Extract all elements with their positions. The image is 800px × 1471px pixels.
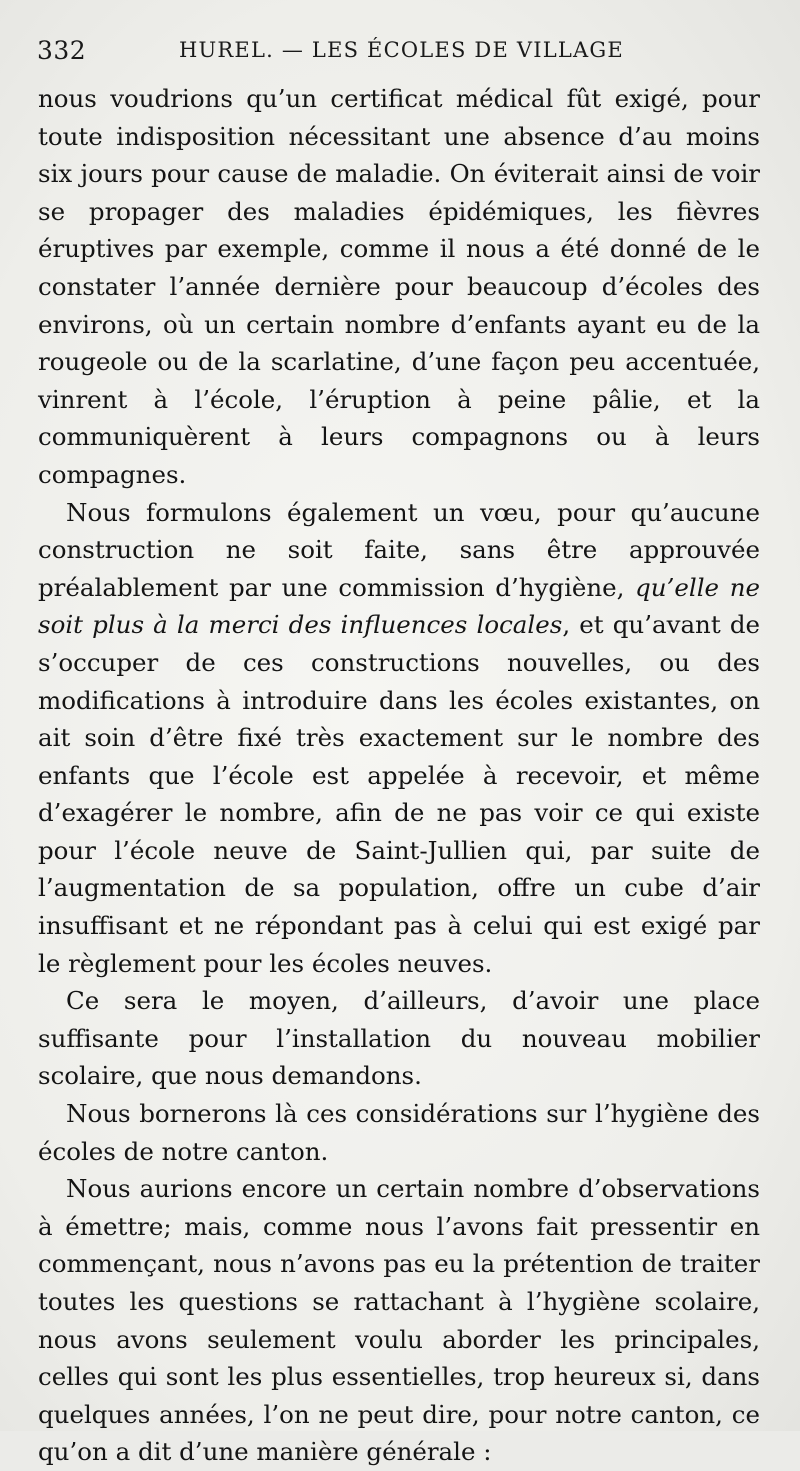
paragraph-5: Nous aurions encore un certain nombre d’observations à émettre; mais, comme nous l’avons fait pressentir en commençant, nous n’avons pas eu la prétention de traiter toutes les questions se rattachant à l’hygiène scolaire, nous avons seulement voulu aborder les principales, celles qui sont les plus essentielles, trop heureux si, dans quelques années, l’on ne peut dire, pour notre canton, ce qu’on a dit d’une manière générale :: [38, 1174, 760, 1467]
paragraph-4: Nous bornerons là ces considérations sur l’hygiène des écoles de notre canton.: [38, 1099, 760, 1166]
paragraph-2: [38, 494, 760, 983]
paragraph-2-text-after: , et qu’avant de s’occuper de ces constructions nouvelles, ou des modifications à introduire dans les écoles existantes, on ait soin d’être fixé très exactement sur le nombre des enfants que l’école est appelée à recevoir, et même d’exagérer le nombre, afin de ne pas voir ce qui existe pour l’école neuve de Saint-Jullien qui, par suite de l’augmentation de sa population, offre un cube d’air insuffisant et ne répondant pas à celui qui est exigé par le règlement pour les écoles neuves.: [38, 610, 761, 978]
page-header: [37, 36, 757, 68]
body-text: [38, 80, 760, 1471]
paragraph-1: nous voudrions qu’un certificat médical fût exigé, pour toute indisposition nécessitant une absence d’au moins six jours pour cause de maladie. On éviterait ainsi de voir se propager des maladies épidémiques, les fièvres éruptives par exemple, comme il nous a été donné de le constater l’année dernière pour beaucoup d’écoles des environs, où un certain nombre d’enfants ayant eu de la rougeole ou de la scarlatine, d’une façon peu accentuée, vinrent à l’école, l’éruption à peine pâlie, et la communiquèrent à leurs compagnons ou à leurs compagnes.: [38, 84, 760, 489]
paragraph-2-text-before: Nous formulons également un vœu, pour qu’aucune construction ne soit faite, sans être approuvée préalablement par une commission d’hygiène,: [38, 497, 760, 602]
running-head: HUREL. — LES ÉCOLES DE VILLAGE: [179, 38, 624, 62]
paragraph-3: Ce sera le moyen, d’ailleurs, d’avoir une place suffisante pour l’installation du nouveau mobilier scolaire, que nous demandons.: [38, 986, 760, 1091]
page-number: 332: [37, 36, 87, 65]
paragraph-2-italic-phrase: qu’elle ne soit plus à la merci des influences locales: [38, 572, 760, 640]
